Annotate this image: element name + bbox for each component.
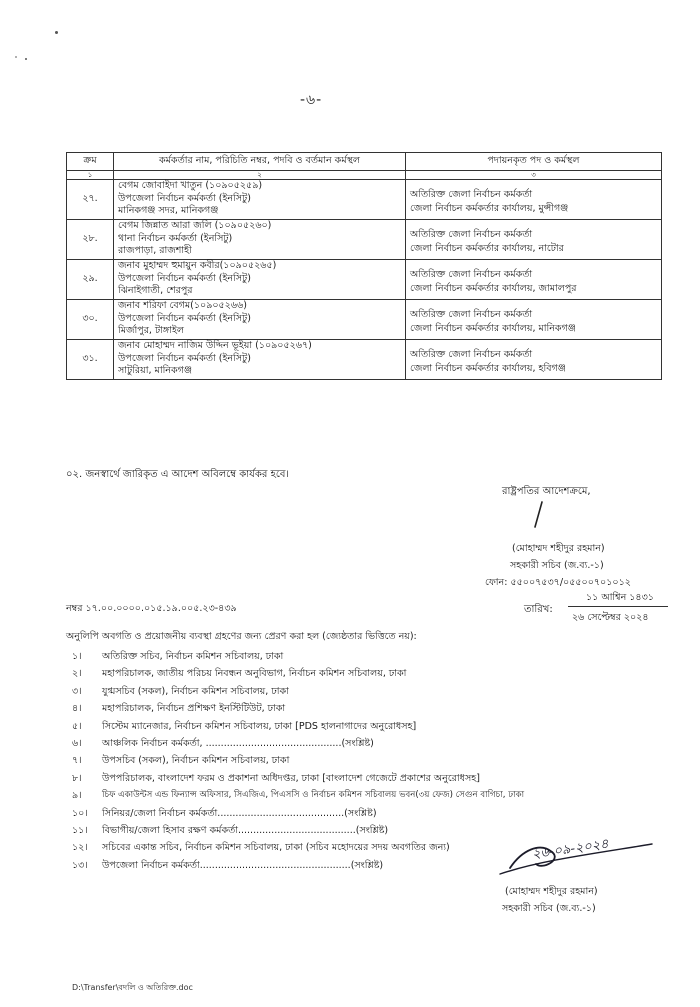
item-number: ৫। — [72, 720, 82, 732]
posting-office: জেলা নির্বাচন কর্মকর্তার কার্যালয়, হবিগঞ্জ — [410, 363, 566, 374]
posting-cell — [406, 300, 662, 340]
item-text: সিনিয়র/জেলা নির্বাচন কর্মকর্তা..........................................(সংশ্লিষ্ট) — [102, 807, 377, 819]
item-number: ৪। — [72, 703, 82, 715]
item-text: মহাপরিচালক, জাতীয় পরিচয় নিবন্ধন অনুবিভাগ, নির্বাচন কমিশন সচিবালয়, ঢাকা — [102, 668, 407, 680]
page-number: -৬- — [300, 92, 323, 108]
serial-cell: ৩০. — [67, 300, 114, 340]
effective-clause: ০২. জনস্বার্থে জারিকৃত এ আদেশ অবিলম্বে কার্যকর হবে। — [66, 469, 290, 480]
table-row — [67, 220, 662, 260]
handwritten-date: ২৬-০৯-২০২৪ — [531, 836, 610, 863]
officer-cell — [114, 220, 406, 260]
item-number: ৭। — [72, 755, 82, 767]
date-label: তারিখ: — [524, 604, 553, 615]
officer-designation: উপজেলা নির্বাচন কর্মকর্তা (ইনসিটু) — [118, 312, 251, 324]
table-row — [67, 260, 662, 300]
officer-designation: থানা নির্বাচন কর্মকর্তা (ইনসিটু) — [118, 232, 233, 244]
posting-title: অতিরিক্ত জেলা নির্বাচন কর্মকর্তা — [410, 269, 533, 280]
list-item — [72, 683, 524, 700]
item-text: উপসচিব (সকল), নির্বাচন কমিশন সচিবালয়, ঢাকা — [102, 755, 290, 767]
item-number: ৬। — [72, 737, 82, 749]
header-posting: পদায়নকৃত পদ ও কর্মস্থল — [406, 153, 662, 171]
serial-cell: ২৭. — [67, 180, 114, 220]
officer-cell — [114, 260, 406, 300]
officer-station: রাজপাড়া, রাজশাহী — [118, 245, 192, 256]
item-number: ১১। — [72, 824, 88, 836]
posting-cell — [406, 180, 662, 220]
posting-title: অতিরিক্ত জেলা নির্বাচন কর্মকর্তা — [410, 189, 533, 200]
serial-cell: ২৯. — [67, 260, 114, 300]
posting-office: জেলা নির্বাচন কর্মকর্তার কার্যালয়, মানিকগঞ্জ — [410, 323, 576, 334]
list-item — [72, 718, 524, 735]
officer-designation: উপজেলা নির্বাচন কর্মকর্তা (ইনসিটু) — [118, 192, 251, 204]
officer-name: জনাব মুহাম্মদ হুমায়ুন কবীর(১০৯০৫২৬৫) — [118, 260, 277, 271]
posting-office: জেলা নির্বাচন কর্মকর্তার কার্যালয়, নাটোর — [410, 243, 564, 254]
scan-speck — [25, 58, 27, 60]
list-item — [72, 665, 524, 682]
item-number: ১০। — [72, 807, 88, 819]
officer-station: ঝিনাইগাতী, শেরপুর — [118, 285, 193, 296]
serial-cell: ২৮. — [67, 220, 114, 260]
order-by-line: রাষ্ট্রপতির আদেশক্রমে, — [502, 486, 591, 497]
serial-cell: ৩১. — [67, 340, 114, 380]
item-number: ৩। — [72, 685, 82, 697]
item-number: ১। — [72, 651, 82, 662]
item-text: অতিরিক্ত সচিব, নির্বাচন কমিশন সচিবালয়, ঢাকা — [102, 651, 284, 662]
list-item — [72, 752, 524, 769]
officer-designation: উপজেলা নির্বাচন কর্মকর্তা (ইনসিটু) — [118, 352, 251, 364]
header-serial: ক্রম — [67, 153, 114, 171]
table-row — [67, 180, 662, 220]
signer-name: (মোহাম্মদ শহীদুর রহমান) — [512, 543, 605, 554]
signature-mark — [528, 500, 548, 530]
officer-cell — [114, 180, 406, 220]
signer-phone: ফোন: ৫৫০০৭৫৩৭/০৫৫০০৭০১০১২ — [485, 577, 631, 588]
date-divider — [568, 606, 668, 607]
copy-intro: অনুলিপি অবগতি ও প্রয়োজনীয় ব্যবস্থা গ্রহণের জন্য প্রেরণ করা হল (জ্যেষ্ঠতার ভিত্তিতে নয়): — [66, 631, 417, 642]
scan-speck — [15, 56, 17, 58]
officer-name: জনাব শরিফা বেগম(১০৯০৫২৬৬) — [118, 300, 247, 311]
signer-designation-bottom: সহকারী সচিব (জ.ব্য.-১) — [502, 903, 596, 914]
item-number: ৮। — [72, 772, 82, 784]
posting-cell — [406, 260, 662, 300]
officer-station: মানিকগঞ্জ সদর, মানিকগঞ্জ — [118, 205, 219, 216]
item-text: সচিবের একান্ত সচিব, নির্বাচন কমিশন সচিবালয়, ঢাকা (সচিব মহোদয়ের সদয় অবগতির জন্য) — [102, 842, 450, 854]
list-item — [72, 735, 524, 752]
officer-station: মির্জাপুর, টাঙ্গাইল — [118, 325, 184, 336]
list-item — [72, 700, 524, 717]
posting-title: অতিরিক্ত জেলা নির্বাচন কর্মকর্তা — [410, 309, 533, 320]
officer-name: বেগম জিন্নাত আরা জলি (১০৯০৫২৬০) — [118, 220, 272, 231]
item-text: সিস্টেম ম্যানেজার, নির্বাচন কমিশন সচিবালয়, ঢাকা [PDS হালনাগাদের অনুরোধসহ] — [102, 720, 417, 732]
posting-office: জেলা নির্বাচন কর্মকর্তার কার্যালয়, জামালপুর — [410, 283, 577, 294]
signer-designation: সহকারী সচিব (জ.ব্য.-১) — [510, 560, 604, 571]
posting-cell — [406, 340, 662, 380]
officer-cell — [114, 340, 406, 380]
table-header-row — [67, 153, 662, 171]
footer-file-path: D:\Transfer\বদলি ও অতিরিক্ত.doc — [72, 983, 193, 992]
officer-cell — [114, 300, 406, 340]
officer-designation: উপজেলা নির্বাচন কর্মকর্তা (ইনসিটু) — [118, 272, 251, 284]
list-item — [72, 770, 524, 787]
item-text: আঞ্চলিক নির্বাচন কর্মকর্তা, .............................................(সংশ্লিষ্ট) — [102, 737, 374, 749]
item-text: বিভাগীয়/জেলা হিসাব রক্ষণ কর্মকর্তা.......................................(সংশ্লিষ্ট) — [102, 824, 389, 836]
officer-name: জনাব মোহাম্মদ নাজিম উদ্দিন ভূইয়া (১০৯০৫২৬৭) — [118, 340, 312, 351]
memo-number: নম্বর ১৭.০০.০০০০.০১৫.১৯.০০৫.২৩-৪৩৯ — [66, 603, 237, 614]
posting-title: অতিরিক্ত জেলা নির্বাচন কর্মকর্তা — [410, 229, 533, 240]
posting-cell — [406, 220, 662, 260]
posting-title: অতিরিক্ত জেলা নির্বাচন কর্মকর্তা — [410, 349, 533, 360]
item-text: চিফ একাউন্টস এন্ড ফিন্যান্স অফিসার, সিএজিএ, পিএসসি ও নির্বাচন কমিশন সচিবালয় ভবন(৩য় ফেজ) সেগুন বাগিচা, ঢাকা — [102, 790, 525, 801]
list-item — [72, 787, 524, 804]
distribution-list — [72, 648, 524, 874]
item-number: ৯। — [72, 790, 82, 802]
index-cell: ১ — [67, 171, 114, 180]
item-text: যুগ্মসচিব (সকল), নির্বাচন কমিশন সচিবালয়, ঢাকা — [102, 685, 289, 697]
signer-name-bottom: (মোহাম্মদ শহীদুর রহমান) — [505, 886, 598, 897]
table-row — [67, 300, 662, 340]
item-number: ১৩। — [72, 859, 88, 871]
item-number: ২। — [72, 668, 82, 680]
header-officer: কর্মকর্তার নাম, পরিচিতি নম্বর, পদবি ও বর্তমান কর্মস্থল — [114, 153, 406, 171]
table-index-row — [67, 171, 662, 180]
item-text: মহাপরিচালক, নির্বাচন প্রশিক্ষণ ইনস্টিটিউট, ঢাকা — [102, 703, 286, 715]
list-item — [72, 857, 524, 874]
date-english: ২৬ সেপ্টেম্বর ২০২৪ — [572, 612, 649, 623]
item-text: উপজেলা নির্বাচন কর্মকর্তা..................................................(সংশ্লিষ্ট) — [102, 859, 384, 871]
list-item — [72, 648, 524, 665]
index-cell: ২ — [114, 171, 406, 180]
list-item — [72, 822, 524, 839]
list-item — [72, 805, 524, 822]
table-row — [67, 340, 662, 380]
list-item — [72, 839, 524, 856]
posting-office: জেলা নির্বাচন কর্মকর্তার কার্যালয়, মুন্সীগঞ্জ — [410, 203, 569, 214]
index-cell: ৩ — [406, 171, 662, 180]
date-bangla: ১১ আশ্বিন ১৪৩১ — [586, 592, 654, 603]
officer-name: বেগম জোবাইদা খাতুন (১০৯০৫২৫৯) — [118, 180, 263, 191]
scan-speck — [55, 31, 58, 34]
item-text: উপপরিচালক, বাংলাদেশ ফরম ও প্রকাশনা অধিদপ্তর, ঢাকা [বাংলাদেশ গেজেটে প্রকাশের অনুরোধসহ] — [102, 772, 480, 784]
item-number: ১২। — [72, 842, 88, 854]
transfer-table — [66, 152, 662, 380]
officer-station: সাটুরিয়া, মানিকগঞ্জ — [118, 365, 192, 376]
